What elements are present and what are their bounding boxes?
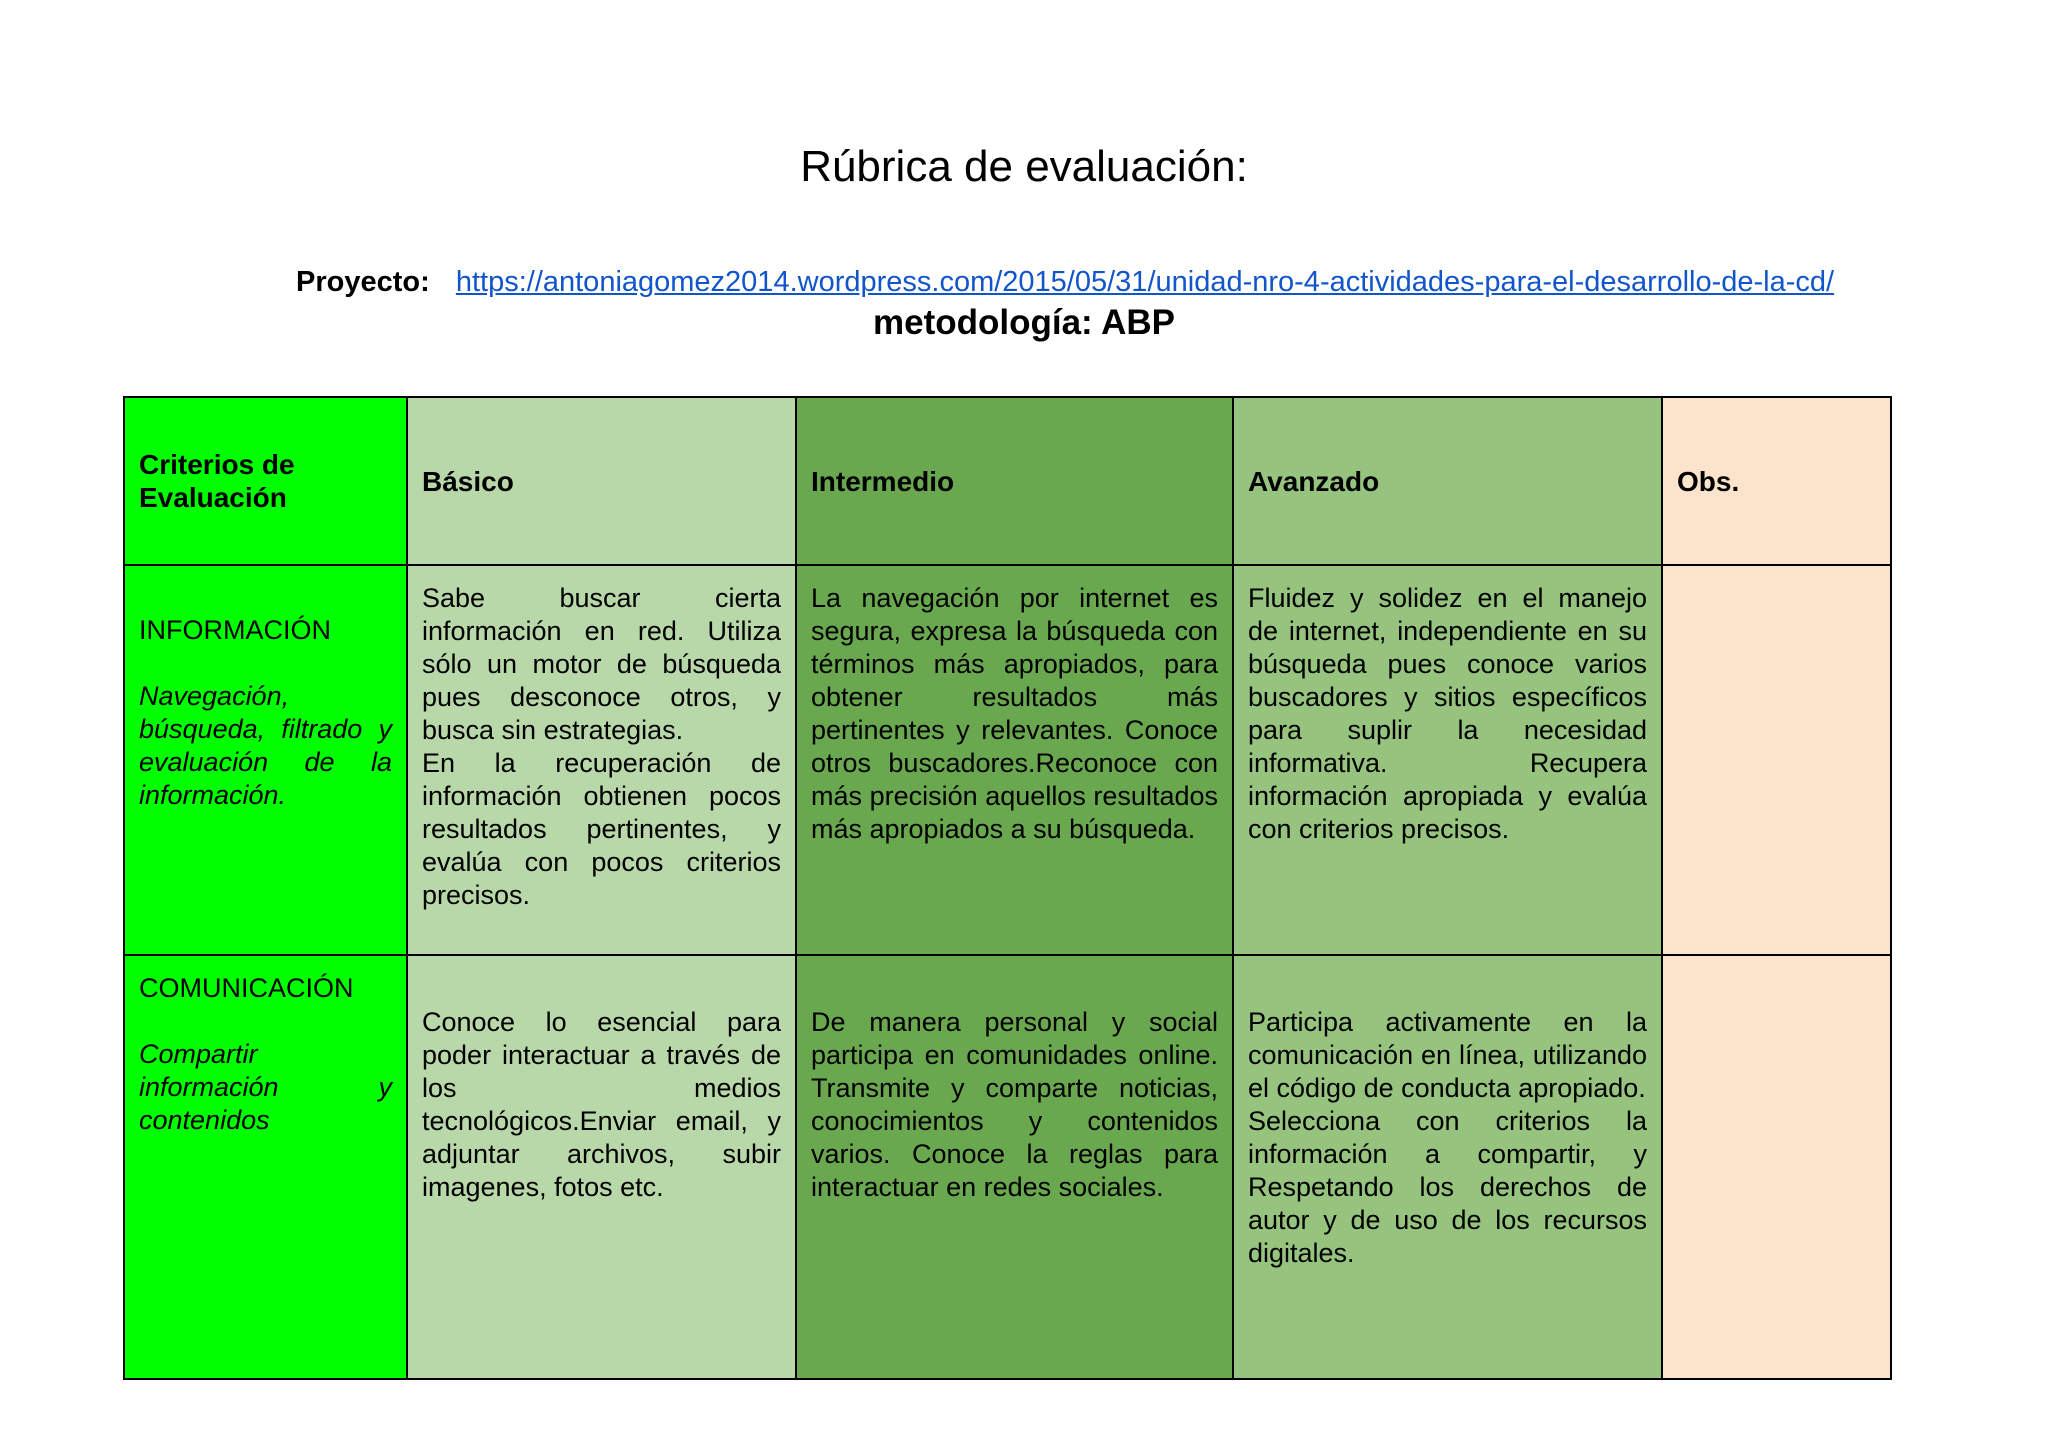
document-title: Rúbrica de evaluación: — [800, 142, 1248, 191]
table-row — [124, 955, 1891, 1379]
criterion-description: Compartir información y contenidos — [139, 1039, 392, 1135]
obs-cell[interactable] — [1662, 565, 1891, 955]
advanced-text: Participa activamente en la comunicación en línea, utilizando el código de conducta apropiado. — [1248, 1007, 1647, 1103]
advanced-cell: Fluidez y solidez en el manejo de internet, independiente en su búsqueda pues conoce varios buscadores y sitios específicos para suplir la necesidad informativa. Recupera información apropiada y evalúa con criterios precisos. — [1233, 565, 1662, 955]
criterion-description: Navegación, búsqueda, filtrado y evaluación de la información. — [139, 681, 392, 810]
criterion-name: COMUNICACIÓN — [139, 973, 354, 1003]
header-criteria: Criterios de Evaluación — [124, 397, 407, 565]
advanced-cell — [1233, 955, 1662, 1379]
header-obs: Obs. — [1662, 397, 1891, 565]
rubric-table — [123, 396, 1892, 1380]
basic-text-2: En la recuperación de información obtienen pocos resultados pertinentes, y evalúa con pocos criterios precisos. — [422, 748, 781, 910]
obs-cell[interactable] — [1662, 955, 1891, 1379]
intermediate-cell: La navegación por internet es segura, expresa la búsqueda con términos más apropiados, para obtener resultados más pertinentes y relevantes. Conoce otros buscadores.Reconoce con más precisión aquellos resultados más apropiados a su búsqueda. — [796, 565, 1233, 955]
criterion-cell — [124, 565, 407, 955]
methodology-heading: metodología: ABP — [872, 303, 1176, 342]
table-row — [124, 565, 1891, 955]
header-intermediate: Intermedio — [796, 397, 1233, 565]
header-basic: Básico — [407, 397, 796, 565]
project-line — [296, 264, 1834, 300]
criterion-name: INFORMACIÓN — [139, 615, 331, 645]
basic-text: Sabe buscar cierta información en red. Utiliza sólo un motor de búsqueda pues desconoce otros, y busca sin estrategias. — [422, 583, 781, 745]
criterion-cell — [124, 955, 407, 1379]
intermediate-cell: De manera personal y social participa en comunidades online. Transmite y comparte noticias, conocimientos y contenidos varios. Conoce la reglas para interactuar en redes sociales. — [796, 955, 1233, 1379]
basic-cell: Conoce lo esencial para poder interactuar a través de los medios tecnológicos.Enviar email, y adjuntar archivos, subir imagenes, fotos etc. — [407, 955, 796, 1379]
advanced-text-2: Selecciona con criterios la información a compartir, y Respetando los derechos de autor y de uso de los recursos digitales. — [1248, 1106, 1647, 1268]
header-advanced: Avanzado — [1233, 397, 1662, 565]
project-label: Proyecto: — [296, 266, 430, 298]
project-link[interactable]: https://antoniagomez2014.wordpress.com/2015/05/31/unidad-nro-4-actividades-para-el-desarrollo-de-la-cd/ — [455, 266, 1835, 298]
table-header-row — [124, 397, 1891, 565]
basic-cell — [407, 565, 796, 955]
